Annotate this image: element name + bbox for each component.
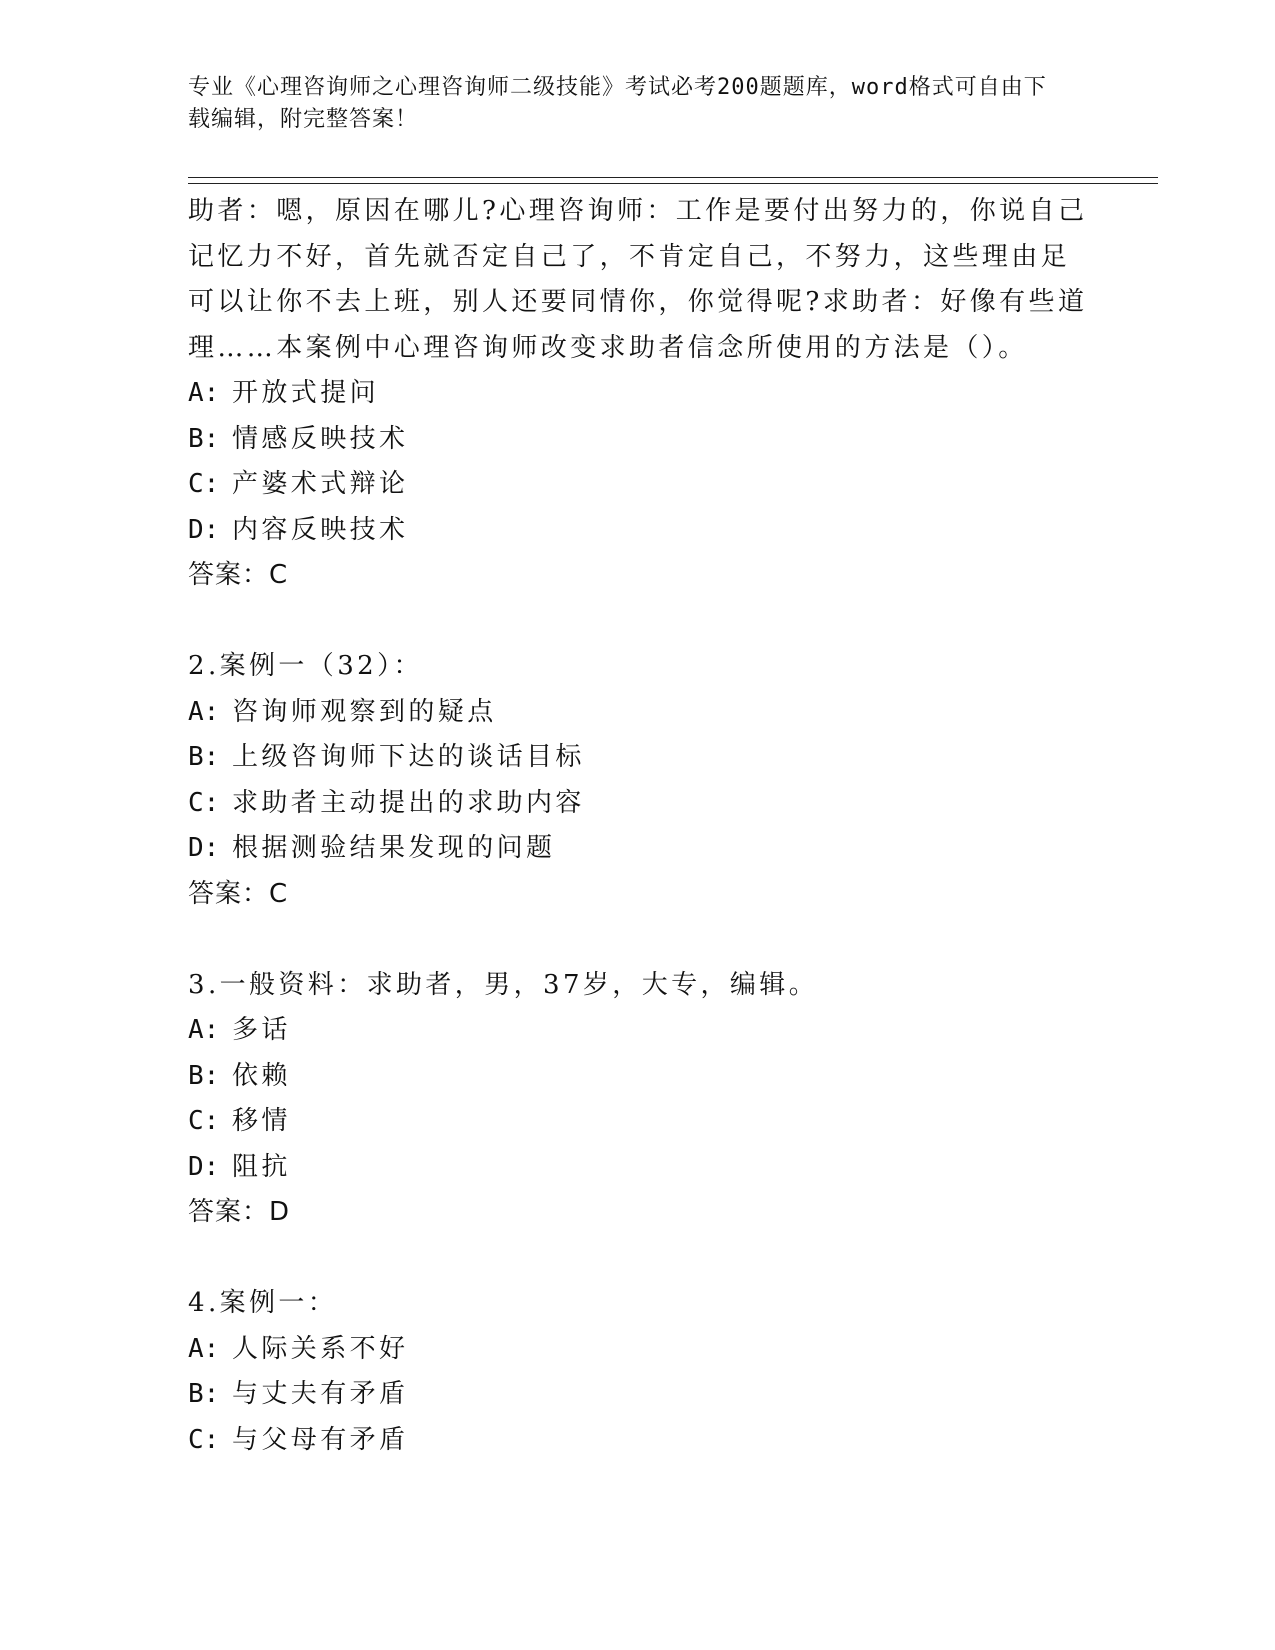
option-letter: C: xyxy=(188,787,220,818)
spacer xyxy=(188,917,1088,963)
option-text: 情感反映技术 xyxy=(232,423,409,454)
option-text: 人际关系不好 xyxy=(232,1333,409,1364)
option-letter: C: xyxy=(188,1424,220,1455)
question-2-stem: 2.案例一（32）： xyxy=(188,651,423,681)
question-4-option-a xyxy=(188,1327,1088,1373)
question-4 xyxy=(188,1281,1088,1463)
option-text: 求助者主动提出的求助内容 xyxy=(232,787,585,818)
question-2-option-d xyxy=(188,826,1088,872)
option-letter: C: xyxy=(188,1106,220,1136)
option-letter: B: xyxy=(188,1379,220,1409)
option-letter: B: xyxy=(188,742,220,772)
option-letter: B: xyxy=(188,1060,220,1091)
option-text: 根据测验结果发现的问题 xyxy=(232,833,556,863)
option-letter: D: xyxy=(188,514,220,545)
question-2-option-c xyxy=(188,781,1088,827)
question-2-answer: 答案：C xyxy=(188,878,289,909)
spacer xyxy=(188,1236,1088,1282)
question-1-option-c xyxy=(188,462,1088,508)
option-text: 内容反映技术 xyxy=(232,514,409,545)
question-2 xyxy=(188,644,1088,917)
question-2-option-a xyxy=(188,690,1088,736)
option-text: 开放式提问 xyxy=(232,378,380,408)
option-letter: D: xyxy=(188,1151,220,1182)
question-1-option-d xyxy=(188,508,1088,554)
question-1-option-b xyxy=(188,417,1088,463)
question-3-stem: 3.一般资料：求助者，男，37岁，大专，编辑。 xyxy=(188,969,819,1000)
document-body xyxy=(188,189,1088,1463)
question-1-continuation: 助者：嗯，原因在哪儿?心理咨询师：工作是要付出努力的，你说自己记忆力不好，首先就否定自己了，不肯定自己，不努力，这些理由足可以让你不去上班，别人还要同情你，你觉得呢?求助者：好像有些道理……本案例中心理咨询师改变求助者信念所使用的方法是（）。 xyxy=(188,196,1088,363)
option-text: 上级咨询师下达的谈话目标 xyxy=(232,742,585,772)
question-1 xyxy=(188,189,1088,599)
question-3 xyxy=(188,963,1088,1236)
header-rule-bottom xyxy=(188,183,1158,184)
question-1-answer: 答案：C xyxy=(188,560,289,590)
spacer xyxy=(188,599,1088,645)
question-4-option-b xyxy=(188,1372,1088,1418)
option-letter: B: xyxy=(188,423,220,454)
question-3-option-c xyxy=(188,1099,1088,1145)
option-text: 与丈夫有矛盾 xyxy=(232,1379,409,1409)
option-letter: A: xyxy=(188,1333,220,1364)
option-letter: A: xyxy=(188,378,220,408)
question-4-stem: 4.案例一： xyxy=(188,1288,338,1318)
document-header: 专业《心理咨询师之心理咨询师二级技能》考试必考200题题库，word格式可自由下载编辑，附完整答案！ xyxy=(188,75,1047,132)
question-3-option-d xyxy=(188,1145,1088,1191)
option-letter: C: xyxy=(188,469,220,499)
question-1-option-a xyxy=(188,371,1088,417)
option-letter: A: xyxy=(188,696,220,727)
option-text: 依赖 xyxy=(232,1060,291,1091)
header-rule-top xyxy=(188,177,1158,178)
option-text: 咨询师观察到的疑点 xyxy=(232,696,497,727)
option-text: 移情 xyxy=(232,1106,291,1136)
option-text: 阻抗 xyxy=(232,1151,291,1182)
question-3-option-a xyxy=(188,1008,1088,1054)
question-3-option-b xyxy=(188,1054,1088,1100)
option-letter: D: xyxy=(188,833,220,863)
question-2-option-b xyxy=(188,735,1088,781)
option-text: 与父母有矛盾 xyxy=(232,1424,409,1455)
question-3-answer: 答案：D xyxy=(188,1197,291,1227)
option-text: 多话 xyxy=(232,1015,291,1045)
option-letter: A: xyxy=(188,1015,220,1045)
question-4-option-c xyxy=(188,1418,1088,1464)
option-text: 产婆术式辩论 xyxy=(232,469,409,499)
